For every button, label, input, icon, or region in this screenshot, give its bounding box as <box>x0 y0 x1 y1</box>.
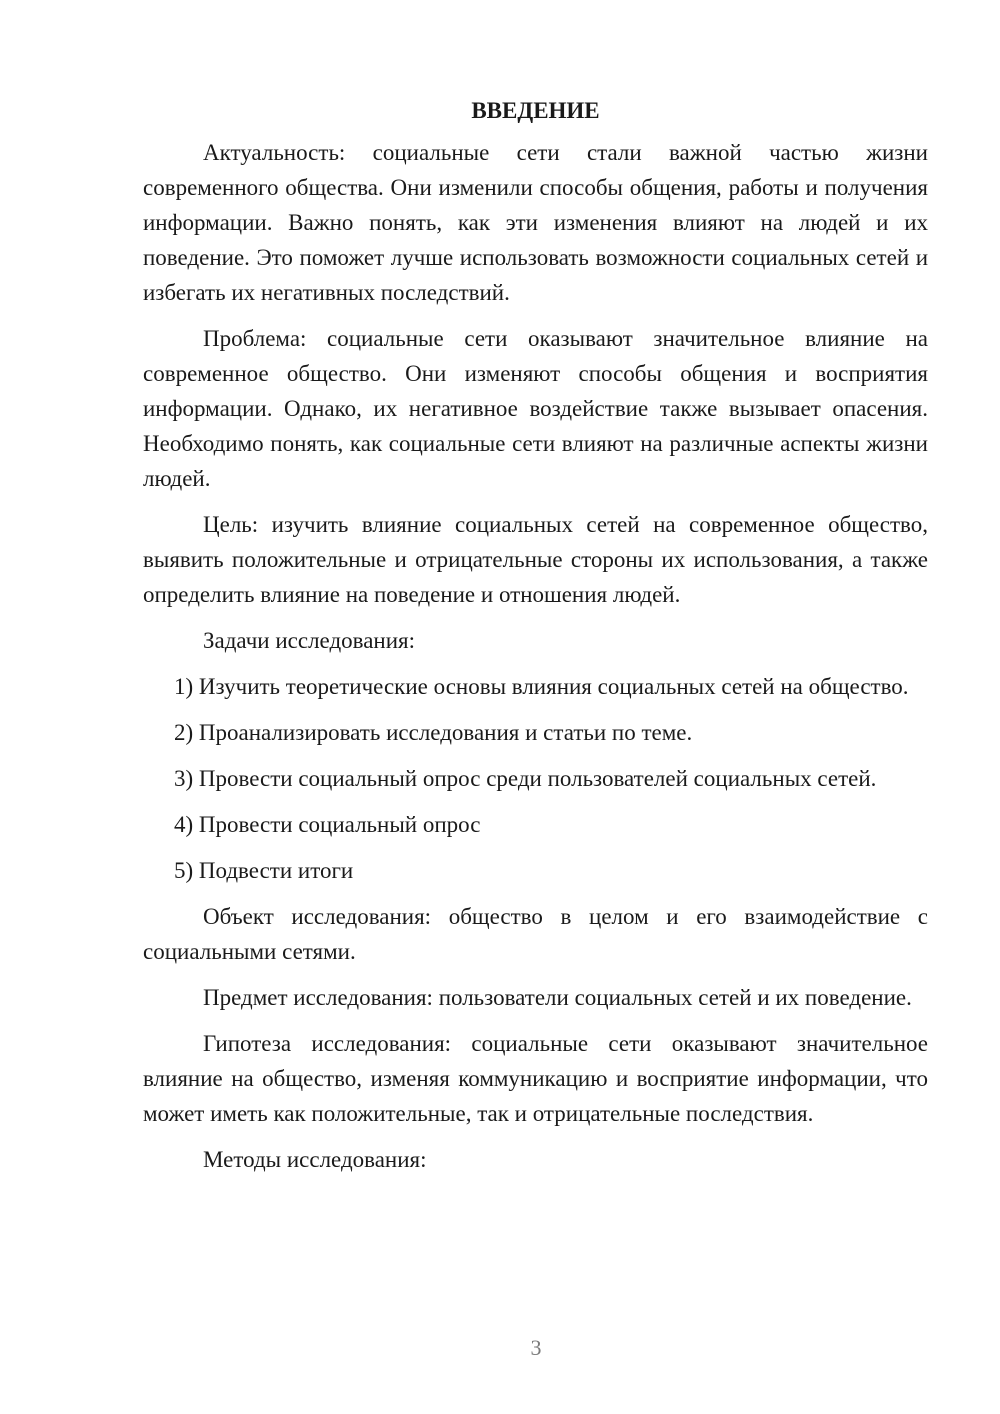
section-heading: ВВЕДЕНИЕ <box>471 98 600 123</box>
task-item-3: 3) Провести социальный опрос среди пользователей социальных сетей. <box>174 766 877 791</box>
subject-paragraph: Предмет исследования: пользователи социальных сетей и их поведение. <box>203 985 912 1010</box>
task-item-4: 4) Провести социальный опрос <box>174 812 481 837</box>
relevance-paragraph: Актуальность: социальные сети стали важной частью жизни современного общества. Они изменили способы общения, работы и получения информации. Важно понять, как эти изменения влияют на людей и их поведение. Это поможет лучше использовать возможности социальных сетей и избегать их негативных последствий. <box>143 140 928 305</box>
page-content <box>143 93 928 1177</box>
goal-paragraph: Цель: изучить влияние социальных сетей на современное общество, выявить положительные и отрицательные стороны их использования, а также определить влияние на поведение и отношения людей. <box>143 512 928 607</box>
hypothesis-paragraph: Гипотеза исследования: социальные сети оказывают значительное влияние на общество, изменяя коммуникацию и восприятие информации, что может иметь как положительные, так и отрицательные последствия. <box>143 1031 928 1126</box>
task-item-5: 5) Подвести итоги <box>174 858 354 883</box>
task-item-2: 2) Проанализировать исследования и статьи по теме. <box>174 720 693 745</box>
object-paragraph: Объект исследования: общество в целом и его взаимодействие с социальными сетями. <box>143 904 928 964</box>
task-item-1: 1) Изучить теоретические основы влияния социальных сетей на общество. <box>174 674 909 699</box>
tasks-label: Задачи исследования: <box>203 628 416 653</box>
methods-label: Методы исследования: <box>203 1147 427 1172</box>
page-number: 3 <box>530 1335 542 1360</box>
problem-paragraph: Проблема: социальные сети оказывают значительное влияние на современное общество. Они изменяют способы общения и восприятия информации. Однако, их негативное воздействие также вызывает опасения. Необходимо понять, как социальные сети влияют на различные аспекты жизни людей. <box>143 326 928 491</box>
